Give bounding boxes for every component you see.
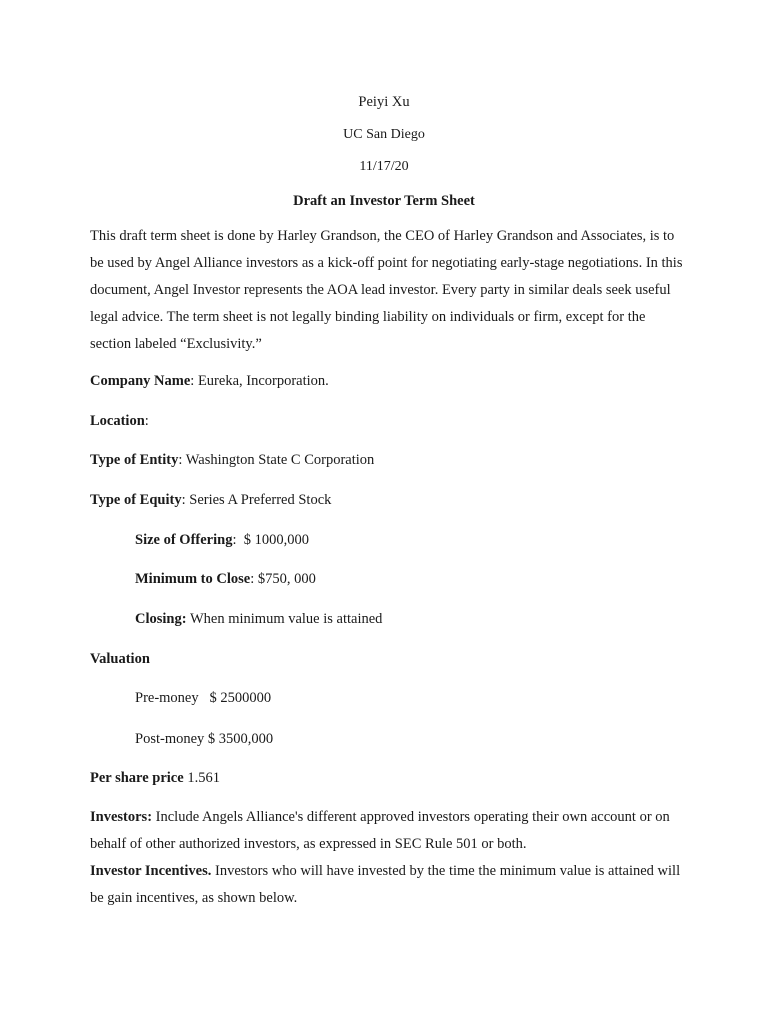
intro-paragraph: This draft term sheet is done by Harley Grandson, the CEO of Harley Grandson and Associates, is to be used by Angel Alliance investors as a kick-off point for negotiating early-stage negotiations. In this document, Angel Investor represents the AOA lead investor. Every party in similar deals seek useful legal advice. The term sheet is not legally binding liability on individuals or firm, except for the section labeled “Exclusivity.”	[90, 228, 683, 352]
valuation-label: Valuation	[90, 651, 150, 667]
incentives-label: Investor Incentives.	[90, 863, 212, 879]
entity-type-sep: :	[178, 452, 186, 468]
incentives-paragraph	[90, 858, 690, 912]
closing-field	[135, 609, 382, 629]
minimum-close-value: $750, 000	[257, 571, 316, 587]
company-name-sep: :	[190, 373, 198, 389]
closing-label: Closing:	[135, 611, 187, 627]
investors-text: Include Angels Alliance's different approved investors operating their own account or on behalf of other authorized investors, as expressed in SEC Rule 501 or both.	[90, 809, 670, 852]
entity-type-field	[90, 450, 374, 470]
company-name-label: Company Name	[90, 373, 191, 389]
share-price-value: 1.561	[187, 770, 220, 786]
entity-type-label: Type of Entity	[90, 452, 179, 468]
location-field	[90, 411, 149, 431]
document-title: Draft an Investor Term Sheet	[293, 193, 475, 209]
location-label: Location	[90, 413, 145, 429]
incentives-text: Investors who will have invested by the time the minimum value is attained will be gain incentives, as shown below.	[90, 863, 681, 906]
minimum-close-label: Minimum to Close	[135, 571, 251, 587]
offering-size-sep: :	[232, 532, 244, 548]
author-name: Peiyi Xu	[358, 94, 410, 110]
investors-paragraph	[90, 804, 690, 858]
offering-size-label: Size of Offering	[135, 532, 233, 548]
minimum-close-sep: :	[250, 571, 258, 587]
document-date: 11/17/20	[359, 159, 409, 174]
share-price-label: Per share price	[90, 770, 184, 786]
institution-name: UC San Diego	[343, 127, 425, 142]
post-money-value: Post-money $ 3500,000	[135, 731, 274, 747]
equity-type-label: Type of Equity	[90, 492, 182, 508]
company-name-field	[90, 371, 329, 391]
share-price-field	[90, 768, 220, 788]
valuation-heading	[90, 649, 150, 669]
offering-size-field	[135, 530, 309, 550]
company-name-value: Eureka, Incorporation.	[197, 373, 329, 389]
equity-type-field	[90, 490, 331, 510]
entity-type-value: Washington State C Corporation	[185, 452, 375, 468]
minimum-close-field	[135, 569, 316, 589]
equity-type-sep: :	[181, 492, 190, 508]
equity-type-value: Series A Preferred Stock	[189, 492, 332, 508]
closing-value: When minimum value is attained	[189, 611, 383, 627]
offering-size-value: $ 1000,000	[243, 532, 309, 548]
location-sep: :	[144, 413, 149, 429]
pre-money-value: Pre-money $ 2500000	[135, 690, 272, 706]
investors-label: Investors:	[90, 809, 153, 825]
